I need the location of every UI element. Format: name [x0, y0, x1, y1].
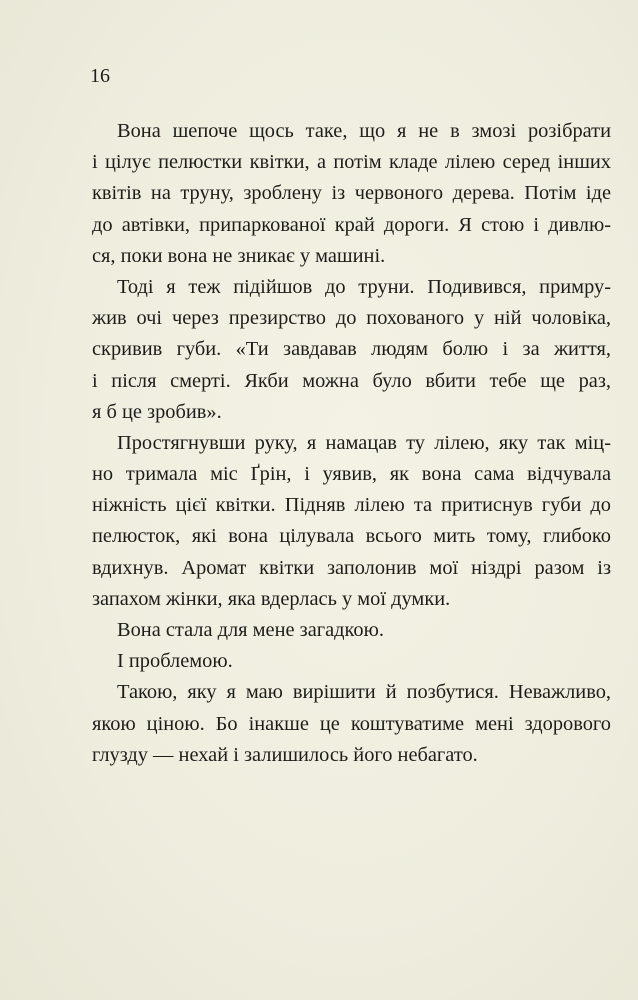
- text-line: Тоді я теж підійшов до труни. Подивився, примру-: [117, 275, 611, 298]
- text-line: І проблемою.: [117, 650, 233, 673]
- text-line: Вона стала для мене загадкою.: [117, 619, 384, 641]
- text-line: до автівки, припаркованої край дороги. Я стою і дивлю-: [92, 213, 611, 236]
- text-line: квітів на труну, зроблену із червоного дерева. Потім іде: [92, 182, 611, 205]
- text-line: вдихнув. Аромат квітки заполонив мої ніздрі разом із: [92, 556, 611, 579]
- text-line: Такою, яку я маю вирішити й позбутися. Неважливо,: [117, 681, 611, 704]
- text-line: якою ціною. Бо інакше це коштуватиме мені здорового: [92, 712, 611, 735]
- text-line: ся, поки вона не зникає у машині.: [92, 244, 386, 267]
- text-line: ніжність цієї квітки. Підняв лілею та притиснув губи до: [92, 494, 611, 517]
- text-line: жив очі через презирство до похованого у ній чоловіка,: [92, 307, 611, 330]
- text-line: і цілує пелюстки квітки, а потім кладе лілею серед інших: [92, 151, 611, 174]
- text-line: і після смерті. Якби можна було вбити тебе ще раз,: [92, 369, 611, 392]
- text-line: глузду — нехай і залишилось його небагато.: [92, 743, 478, 766]
- text-line: но тримала міс Ґрін, і уявив, як вона сама відчувала: [92, 463, 611, 486]
- text-line: запахом жінки, яка вдерлась у мої думки.: [92, 587, 451, 610]
- text-line: Простягнувши руку, я намацав ту лілею, яку так міц-: [117, 431, 611, 454]
- body-text: [92, 116, 611, 771]
- text-line: Вона шепоче щось таке, що я не в змозі розібрати: [117, 120, 611, 142]
- text-line: пелюсток, які вона цілувала всього мить тому, глибоко: [92, 525, 611, 548]
- text-line: я б це зробив».: [92, 400, 222, 423]
- text-line: скривив губи. «Ти завдавав людям болю і за життя,: [92, 338, 611, 361]
- page-number: 16: [90, 65, 110, 87]
